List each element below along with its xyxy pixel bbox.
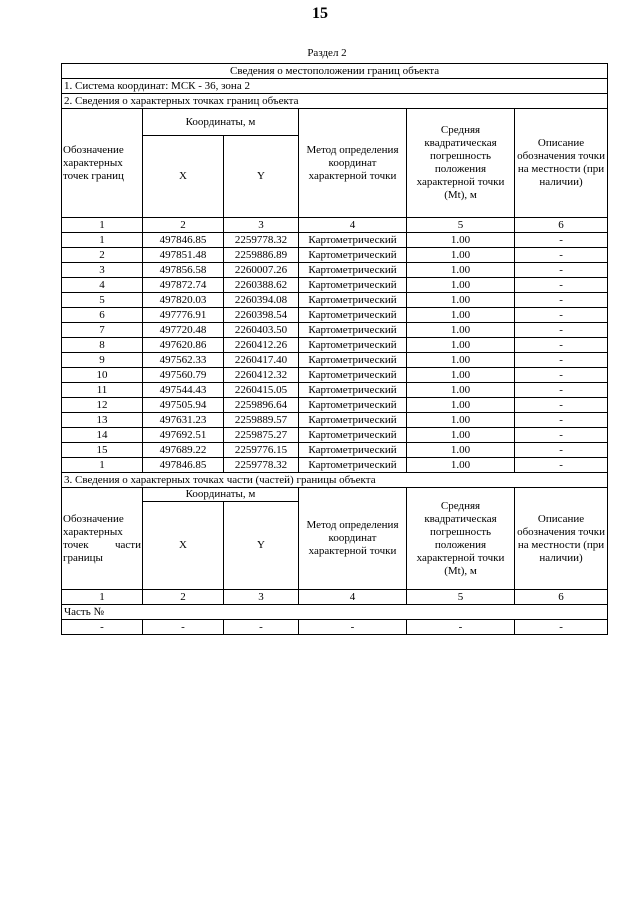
table-cell-5: 1.00 <box>407 353 515 368</box>
table-cell-4: Картометрический <box>299 278 407 293</box>
table-cell-4: Картометрический <box>299 443 407 458</box>
table-cell-2: 497562.33 <box>143 353 224 368</box>
table-cell-6: - <box>515 233 608 248</box>
table-row <box>62 308 608 323</box>
table-title: Сведения о местоположении границ объекта <box>62 64 608 79</box>
table-cell-1: 4 <box>62 278 143 293</box>
column-numbers-row <box>62 218 608 233</box>
column-number-5: 5 <box>407 218 515 233</box>
table-cell-3: 2260415.05 <box>224 383 299 398</box>
part-cell-3: - <box>224 620 299 635</box>
header-designation-part-text: Обозначение характерных точек части границы <box>63 512 141 564</box>
table-cell-2: 497631.23 <box>143 413 224 428</box>
table-cell-3: 2260412.32 <box>224 368 299 383</box>
table-row <box>62 323 608 338</box>
header-x: X <box>143 136 224 218</box>
table-cell-2: 497776.91 <box>143 308 224 323</box>
column-numbers-row-part <box>62 590 608 605</box>
table-cell-5: 1.00 <box>407 248 515 263</box>
table-cell-1: 1 <box>62 233 143 248</box>
header-coords-part: Координаты, м <box>143 488 299 502</box>
table-cell-1: 6 <box>62 308 143 323</box>
subsection-2-title: 2. Сведения о характерных точках границ объекта <box>62 94 608 109</box>
table-cell-6: - <box>515 413 608 428</box>
table-cell-3: 2259778.32 <box>224 458 299 473</box>
table-row <box>62 428 608 443</box>
table-cell-3: 2259889.57 <box>224 413 299 428</box>
table-cell-3: 2260403.50 <box>224 323 299 338</box>
table-cell-1: 12 <box>62 398 143 413</box>
table-cell-6: - <box>515 368 608 383</box>
table-cell-1: 7 <box>62 323 143 338</box>
table-cell-6: - <box>515 443 608 458</box>
table-cell-1: 13 <box>62 413 143 428</box>
part-data-row <box>62 620 608 635</box>
table-cell-4: Картометрический <box>299 233 407 248</box>
table-cell-6: - <box>515 428 608 443</box>
table-cell-2: 497505.94 <box>143 398 224 413</box>
table-cell-1: 5 <box>62 293 143 308</box>
table-cell-2: 497820.03 <box>143 293 224 308</box>
table-cell-6: - <box>515 338 608 353</box>
table-cell-2: 497620.86 <box>143 338 224 353</box>
table-cell-4: Картометрический <box>299 263 407 278</box>
section-title: Раздел 2 <box>307 47 347 59</box>
table-cell-6: - <box>515 308 608 323</box>
header-accuracy: Средняя квадратическая погрешность положения характерной точки (Mt), м <box>407 109 515 218</box>
header-coords: Координаты, м <box>143 109 299 136</box>
table-cell-5: 1.00 <box>407 428 515 443</box>
table-row <box>62 338 608 353</box>
table-cell-2: 497689.22 <box>143 443 224 458</box>
table-cell-6: - <box>515 398 608 413</box>
part-cell-4: - <box>299 620 407 635</box>
table-cell-5: 1.00 <box>407 338 515 353</box>
table-row <box>62 413 608 428</box>
table-row <box>62 293 608 308</box>
column-number-part-1: 1 <box>62 590 143 605</box>
header-description: Описание обозначения точки на местности (при наличии) <box>515 109 608 218</box>
table-cell-5: 1.00 <box>407 458 515 473</box>
table-cell-6: - <box>515 353 608 368</box>
column-number-4: 4 <box>299 218 407 233</box>
table-cell-4: Картометрический <box>299 293 407 308</box>
table-cell-3: 2259778.32 <box>224 233 299 248</box>
subsection-3-title: 3. Сведения о характерных точках части (частей) границы объекта <box>62 473 608 488</box>
table-row <box>62 458 608 473</box>
table-cell-4: Картометрический <box>299 308 407 323</box>
column-number-part-6: 6 <box>515 590 608 605</box>
table-cell-5: 1.00 <box>407 398 515 413</box>
header-accuracy-part: Средняя квадратическая погрешность положения характерной точки (Mt), м <box>407 488 515 590</box>
table-cell-2: 497846.85 <box>143 233 224 248</box>
header-designation-part <box>62 488 143 590</box>
table-row <box>62 353 608 368</box>
coordinate-system: 1. Система координат: МСК - 36, зона 2 <box>62 79 608 94</box>
table-cell-6: - <box>515 293 608 308</box>
table-cell-1: 3 <box>62 263 143 278</box>
table-cell-3: 2259896.64 <box>224 398 299 413</box>
table-cell-2: 497856.58 <box>143 263 224 278</box>
table-cell-3: 2260417.40 <box>224 353 299 368</box>
table-cell-5: 1.00 <box>407 443 515 458</box>
table-cell-1: 9 <box>62 353 143 368</box>
column-number-part-2: 2 <box>143 590 224 605</box>
table-cell-5: 1.00 <box>407 293 515 308</box>
table-cell-3: 2259875.27 <box>224 428 299 443</box>
table-row <box>62 278 608 293</box>
table-cell-5: 1.00 <box>407 323 515 338</box>
column-number-part-3: 3 <box>224 590 299 605</box>
table-row <box>62 383 608 398</box>
table-row <box>62 398 608 413</box>
table-cell-3: 2260007.26 <box>224 263 299 278</box>
table-cell-6: - <box>515 383 608 398</box>
table-cell-6: - <box>515 278 608 293</box>
table-cell-4: Картометрический <box>299 428 407 443</box>
part-label: Часть № <box>62 605 608 620</box>
header-method-part: Метод определения координат характерной точки <box>299 488 407 590</box>
part-cell-6: - <box>515 620 608 635</box>
column-number-6: 6 <box>515 218 608 233</box>
table-cell-1: 2 <box>62 248 143 263</box>
table-cell-4: Картометрический <box>299 458 407 473</box>
table-cell-4: Картометрический <box>299 323 407 338</box>
page-number: 15 <box>312 5 328 22</box>
table-cell-5: 1.00 <box>407 263 515 278</box>
table-cell-1: 15 <box>62 443 143 458</box>
header-designation: Обозначение характерных точек границ <box>62 109 143 218</box>
table-row <box>62 368 608 383</box>
table-cell-5: 1.00 <box>407 308 515 323</box>
table-cell-1: 1 <box>62 458 143 473</box>
table-cell-1: 10 <box>62 368 143 383</box>
table-cell-3: 2260412.26 <box>224 338 299 353</box>
table-cell-5: 1.00 <box>407 233 515 248</box>
table-row <box>62 263 608 278</box>
table-row <box>62 248 608 263</box>
header-description-part: Описание обозначения точки на местности (при наличии) <box>515 488 608 590</box>
table-cell-4: Картометрический <box>299 383 407 398</box>
table-cell-3: 2260398.54 <box>224 308 299 323</box>
table-cell-4: Картометрический <box>299 338 407 353</box>
table-cell-1: 11 <box>62 383 143 398</box>
table-cell-3: 2260388.62 <box>224 278 299 293</box>
boundary-table <box>61 63 608 635</box>
table-cell-2: 497872.74 <box>143 278 224 293</box>
header-method: Метод определения координат характерной точки <box>299 109 407 218</box>
table-cell-5: 1.00 <box>407 413 515 428</box>
table-cell-1: 8 <box>62 338 143 353</box>
table-cell-3: 2259776.15 <box>224 443 299 458</box>
header-y: Y <box>224 136 299 218</box>
table-cell-2: 497720.48 <box>143 323 224 338</box>
header-y-part: Y <box>224 502 299 590</box>
table-cell-6: - <box>515 458 608 473</box>
table-cell-2: 497692.51 <box>143 428 224 443</box>
table-cell-6: - <box>515 263 608 278</box>
table-cell-2: 497560.79 <box>143 368 224 383</box>
column-number-2: 2 <box>143 218 224 233</box>
table-cell-3: 2259886.89 <box>224 248 299 263</box>
table-cell-6: - <box>515 248 608 263</box>
column-number-part-4: 4 <box>299 590 407 605</box>
table-cell-2: 497846.85 <box>143 458 224 473</box>
column-number-3: 3 <box>224 218 299 233</box>
part-cell-5: - <box>407 620 515 635</box>
table-cell-4: Картометрический <box>299 413 407 428</box>
table-cell-2: 497851.48 <box>143 248 224 263</box>
table-cell-3: 2260394.08 <box>224 293 299 308</box>
part-cell-2: - <box>143 620 224 635</box>
column-number-1: 1 <box>62 218 143 233</box>
table-cell-5: 1.00 <box>407 278 515 293</box>
table-cell-2: 497544.43 <box>143 383 224 398</box>
header-x-part: X <box>143 502 224 590</box>
table-cell-5: 1.00 <box>407 368 515 383</box>
column-number-part-5: 5 <box>407 590 515 605</box>
table-cell-4: Картометрический <box>299 353 407 368</box>
table-cell-5: 1.00 <box>407 383 515 398</box>
table-cell-1: 14 <box>62 428 143 443</box>
table-cell-4: Картометрический <box>299 368 407 383</box>
table-cell-6: - <box>515 323 608 338</box>
table-row <box>62 233 608 248</box>
table-cell-4: Картометрический <box>299 398 407 413</box>
part-cell-1: - <box>62 620 143 635</box>
table-cell-4: Картометрический <box>299 248 407 263</box>
table-row <box>62 443 608 458</box>
